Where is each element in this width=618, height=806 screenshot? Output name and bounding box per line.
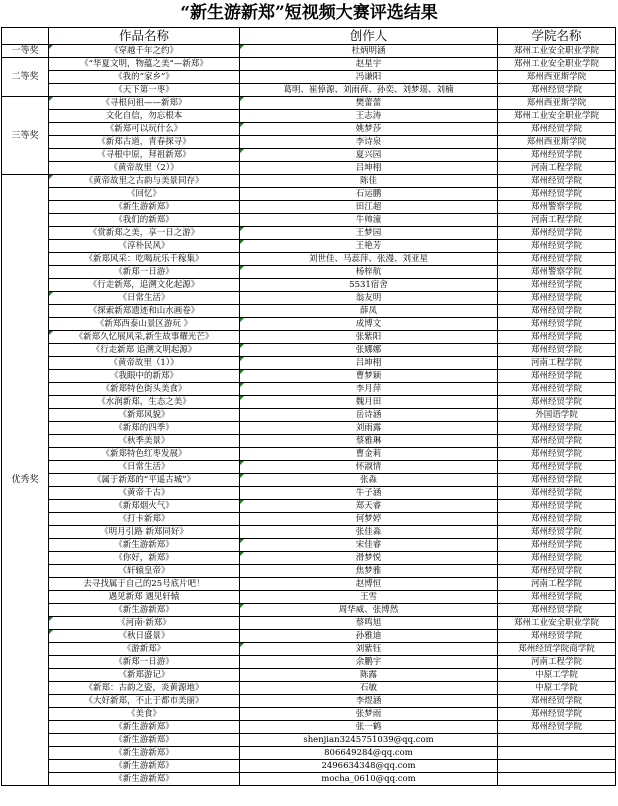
creator-cell: 曹梦颖 bbox=[240, 370, 498, 383]
college-cell: 郑州经贸学院 bbox=[498, 422, 616, 435]
work-cell: 《新郑久忆展风采,新生故事耀光芒》 bbox=[49, 331, 240, 344]
work-cell: 《明月引路 新郑同好》 bbox=[49, 526, 240, 539]
creator-cell: 周华威、张博然 bbox=[240, 604, 498, 617]
creator-cell: 杨梓航 bbox=[240, 266, 498, 279]
results-table bbox=[1, 27, 616, 786]
college-cell: 中原工学院 bbox=[498, 682, 616, 695]
creator-cell: 田江超 bbox=[240, 201, 498, 214]
creator-cell: 翁友明 bbox=[240, 292, 498, 305]
work-cell: 《轩辕皇帝》 bbox=[49, 565, 240, 578]
work-cell: 《我们的新郑》 bbox=[49, 214, 240, 227]
table-row bbox=[2, 526, 616, 539]
creator-cell: 郑天睿 bbox=[240, 500, 498, 513]
creator-cell: 何梦婷 bbox=[240, 513, 498, 526]
table-row bbox=[2, 214, 616, 227]
table-row bbox=[2, 617, 616, 630]
creator-cell: 岳诗涵 bbox=[240, 409, 498, 422]
table-row bbox=[2, 123, 616, 136]
creator-cell: 蔡鸣旭 bbox=[240, 617, 498, 630]
work-cell: 《新郑的四季》 bbox=[49, 422, 240, 435]
work-cell: 《穿越千年之约》 bbox=[49, 45, 240, 58]
table-row bbox=[2, 487, 616, 500]
table-row bbox=[2, 279, 616, 292]
table-row bbox=[2, 266, 616, 279]
table-row bbox=[2, 331, 616, 344]
work-cell: 《回忆》 bbox=[49, 188, 240, 201]
college-cell: 郑州经贸学院 bbox=[498, 227, 616, 240]
work-cell: 《黄帝故里（1）》 bbox=[49, 357, 240, 370]
table-row bbox=[2, 110, 616, 123]
work-cell: 《我的“家乡”》 bbox=[49, 71, 240, 84]
table-row bbox=[2, 565, 616, 578]
table-row bbox=[2, 188, 616, 201]
award-cell: 二等奖 bbox=[2, 58, 49, 97]
work-cell: 《你好，新郑》 bbox=[49, 552, 240, 565]
table-row bbox=[2, 344, 616, 357]
creator-cell: 赵博恒 bbox=[240, 578, 498, 591]
creator-cell: 曹金莉 bbox=[240, 448, 498, 461]
table-row bbox=[2, 669, 616, 682]
college-cell: 郑州经贸学院 bbox=[498, 175, 616, 188]
page-title: “新生游新郑”短视频大赛评选结果 bbox=[180, 3, 438, 23]
college-cell: 郑州经贸学院 bbox=[498, 513, 616, 526]
college-cell: 郑州经贸学院 bbox=[498, 292, 616, 305]
creator-cell: shenjian3245751039@qq.com bbox=[240, 734, 498, 747]
creator-cell: 张佳淼 bbox=[240, 526, 498, 539]
work-cell: 《新郑：古韵之姿，炎黄源地》 bbox=[49, 682, 240, 695]
creator-cell: 杜炳明涵 bbox=[240, 45, 498, 58]
college-cell: 郑州经贸学院 bbox=[498, 487, 616, 500]
table-row bbox=[2, 747, 616, 760]
work-cell: 《新生游新郑》 bbox=[49, 604, 240, 617]
work-cell: 《寻根问祖——新郑》 bbox=[49, 97, 240, 110]
award-cell: 优秀奖 bbox=[2, 175, 49, 786]
work-cell: 《新郑特色街头美食》 bbox=[49, 383, 240, 396]
creator-cell: 樊蕾蕾 bbox=[240, 97, 498, 110]
table-row bbox=[2, 656, 616, 669]
college-cell: 郑州经贸学院商学院 bbox=[498, 643, 616, 656]
table-row bbox=[2, 136, 616, 149]
creator-cell: 夏兴园 bbox=[240, 149, 498, 162]
work-cell: 《新郑可以玩什么》 bbox=[49, 123, 240, 136]
college-cell: 郑州经贸学院 bbox=[498, 253, 616, 266]
college-cell: 外国语学院 bbox=[498, 409, 616, 422]
college-cell: 郑州西亚斯学院 bbox=[498, 136, 616, 149]
creator-header: 创作人 bbox=[240, 28, 498, 45]
college-cell: 中原工学院 bbox=[498, 669, 616, 682]
college-cell: 郑州经贸学院 bbox=[498, 279, 616, 292]
work-cell: 《新郑游记》 bbox=[49, 669, 240, 682]
creator-cell: 葛明、崔倬源、刘雨荷、孙奕、刘梦瑶、刘楠 bbox=[240, 84, 498, 97]
table-row bbox=[2, 240, 616, 253]
creator-cell: 陈佳 bbox=[240, 175, 498, 188]
college-cell: 郑州经贸学院 bbox=[498, 370, 616, 383]
creator-cell: 陈露 bbox=[240, 669, 498, 682]
creator-cell: 焦梦雅 bbox=[240, 565, 498, 578]
college-cell: 郑州经贸学院 bbox=[498, 721, 616, 734]
creator-cell: 薛凤 bbox=[240, 305, 498, 318]
table-row bbox=[2, 370, 616, 383]
work-cell: 《日常生活》 bbox=[49, 461, 240, 474]
table-row bbox=[2, 97, 616, 110]
table-row bbox=[2, 539, 616, 552]
creator-cell: 余鹏宇 bbox=[240, 656, 498, 669]
creator-cell: 冯谦阳 bbox=[240, 71, 498, 84]
college-cell: 河南工程学院 bbox=[498, 357, 616, 370]
creator-cell: 牛子涵 bbox=[240, 487, 498, 500]
creator-cell: 孙雅迪 bbox=[240, 630, 498, 643]
table-row bbox=[2, 474, 616, 487]
college-cell bbox=[498, 747, 616, 760]
award-header bbox=[2, 28, 49, 45]
creator-cell: 张淼 bbox=[240, 474, 498, 487]
work-cell: 《黄帝千古》 bbox=[49, 487, 240, 500]
college-cell: 郑州经贸学院 bbox=[498, 695, 616, 708]
college-cell: 郑州警察学院 bbox=[498, 266, 616, 279]
college-cell: 郑州经贸学院 bbox=[498, 188, 616, 201]
work-cell: 《“华夏文明，物蕴之美”—新郑》 bbox=[49, 58, 240, 71]
table-row bbox=[2, 396, 616, 409]
creator-cell: 石敏 bbox=[240, 682, 498, 695]
creator-cell: 张娜娜 bbox=[240, 344, 498, 357]
creator-cell: 李煜涵 bbox=[240, 695, 498, 708]
table-row bbox=[2, 435, 616, 448]
table-row bbox=[2, 383, 616, 396]
table-row bbox=[2, 448, 616, 461]
table-row bbox=[2, 734, 616, 747]
creator-cell: 5531宿舍 bbox=[240, 279, 498, 292]
creator-cell: 蔡雅琳 bbox=[240, 435, 498, 448]
creator-cell: 刘紫钰 bbox=[240, 643, 498, 656]
work-cell: 《新生游新郑》 bbox=[49, 539, 240, 552]
table-row bbox=[2, 461, 616, 474]
creator-cell: 滑梦悦 bbox=[240, 552, 498, 565]
work-cell: 《新生游新郑》 bbox=[49, 747, 240, 760]
work-cell: 《黄帝故里之古韵与美景同存》 bbox=[49, 175, 240, 188]
college-cell: 郑州经贸学院 bbox=[498, 383, 616, 396]
table-row bbox=[2, 578, 616, 591]
creator-cell: 吕坤栩 bbox=[240, 162, 498, 175]
college-cell: 郑州经贸学院 bbox=[498, 630, 616, 643]
table-row bbox=[2, 149, 616, 162]
work-header: 作品名称 bbox=[49, 28, 240, 45]
work-cell: 《秋季美景》 bbox=[49, 435, 240, 448]
work-cell: 《淳朴民风》 bbox=[49, 240, 240, 253]
work-cell: 《新郑西泰山景区游玩 》 bbox=[49, 318, 240, 331]
creator-cell: mocha_0610@qq.com bbox=[240, 773, 498, 786]
creator-cell: 刘世佳、马蕊萍、张漫、刘亚星 bbox=[240, 253, 498, 266]
college-cell: 郑州工业安全职业学院 bbox=[498, 45, 616, 58]
creator-cell: 李月萍 bbox=[240, 383, 498, 396]
college-cell bbox=[498, 734, 616, 747]
table-row bbox=[2, 695, 616, 708]
work-cell: 《水润新郑，生态之美》 bbox=[49, 396, 240, 409]
college-cell: 郑州警察学院 bbox=[498, 201, 616, 214]
creator-cell: 王志涛 bbox=[240, 110, 498, 123]
award-cell: 一等奖 bbox=[2, 45, 49, 58]
college-cell: 郑州工业安全职业学院 bbox=[498, 617, 616, 630]
college-cell: 郑州经贸学院 bbox=[498, 396, 616, 409]
table-row bbox=[2, 513, 616, 526]
college-cell: 郑州工业安全职业学院 bbox=[498, 58, 616, 71]
college-cell: 河南工程学院 bbox=[498, 578, 616, 591]
work-cell: 遇见新郑 遇见轩辕 bbox=[49, 591, 240, 604]
college-cell: 郑州经贸学院 bbox=[498, 461, 616, 474]
header-row bbox=[2, 28, 616, 45]
college-header: 学院名称 bbox=[498, 28, 616, 45]
work-cell: 文化自信，勿忘根本 bbox=[49, 110, 240, 123]
college-cell: 郑州经贸学院 bbox=[498, 318, 616, 331]
work-cell: 去寻找属于自己的25号底片吧！ bbox=[49, 578, 240, 591]
work-cell: 《打卡新郑》 bbox=[49, 513, 240, 526]
college-cell: 郑州经贸学院 bbox=[498, 604, 616, 617]
college-cell: 郑州西亚斯学院 bbox=[498, 97, 616, 110]
college-cell: 郑州经贸学院 bbox=[498, 331, 616, 344]
table-row bbox=[2, 71, 616, 84]
table-row bbox=[2, 201, 616, 214]
work-cell: 《新生游新郑》 bbox=[49, 721, 240, 734]
work-cell: 《大好新郑，不止于都市美丽》 bbox=[49, 695, 240, 708]
creator-cell: 宋佳睿 bbox=[240, 539, 498, 552]
creator-cell: 张紫阳 bbox=[240, 331, 498, 344]
creator-cell: 吕坤栩 bbox=[240, 357, 498, 370]
table-row bbox=[2, 422, 616, 435]
table-row bbox=[2, 760, 616, 773]
table-row bbox=[2, 682, 616, 695]
award-cell: 三等奖 bbox=[2, 97, 49, 175]
table-row bbox=[2, 84, 616, 97]
work-cell: 《游新郑》 bbox=[49, 643, 240, 656]
table-row bbox=[2, 318, 616, 331]
work-cell: 《新郑风采：吃喝玩乐千稼集》 bbox=[49, 253, 240, 266]
creator-cell: 张梦雨 bbox=[240, 708, 498, 721]
work-cell: 《寻根中原，拜祖新郑》 bbox=[49, 149, 240, 162]
table-row bbox=[2, 409, 616, 422]
work-cell: 《黄帝故里（2）》 bbox=[49, 162, 240, 175]
table-row bbox=[2, 591, 616, 604]
college-cell: 郑州经贸学院 bbox=[498, 123, 616, 136]
college-cell: 郑州经贸学院 bbox=[498, 526, 616, 539]
table-row bbox=[2, 175, 616, 188]
creator-cell: 成博文 bbox=[240, 318, 498, 331]
college-cell: 郑州经贸学院 bbox=[498, 474, 616, 487]
work-cell: 《我眼中的新郑》 bbox=[49, 370, 240, 383]
table-row bbox=[2, 721, 616, 734]
college-cell: 郑州经贸学院 bbox=[498, 500, 616, 513]
creator-cell: 王梦园 bbox=[240, 227, 498, 240]
creator-cell: 赵星宇 bbox=[240, 58, 498, 71]
table-row bbox=[2, 643, 616, 656]
creator-cell: 姚梦莎 bbox=[240, 123, 498, 136]
creator-cell: 魏月田 bbox=[240, 396, 498, 409]
work-cell: 《新生游新郑》 bbox=[49, 734, 240, 747]
creator-cell: 王雪 bbox=[240, 591, 498, 604]
college-cell: 郑州经贸学院 bbox=[498, 435, 616, 448]
work-cell: 《河南·新郑》 bbox=[49, 617, 240, 630]
college-cell: 河南工程学院 bbox=[498, 214, 616, 227]
work-cell: 《行走新郑 追溯文明起源》 bbox=[49, 344, 240, 357]
creator-cell: 王艳芳 bbox=[240, 240, 498, 253]
work-cell: 《探索新郑遗迹和山水画卷》 bbox=[49, 305, 240, 318]
college-cell: 郑州经贸学院 bbox=[498, 149, 616, 162]
college-cell: 郑州经贸学院 bbox=[498, 344, 616, 357]
college-cell: 郑州经贸学院 bbox=[498, 565, 616, 578]
work-cell: 《新生游新郑》 bbox=[49, 201, 240, 214]
work-cell: 《新郑风貌》 bbox=[49, 409, 240, 422]
work-cell: 《美食》 bbox=[49, 708, 240, 721]
work-cell: 《属于新郑的“平遥古城”》 bbox=[49, 474, 240, 487]
college-cell: 郑州经贸学院 bbox=[498, 240, 616, 253]
work-cell: 《赏新郑之美，享一日之游》 bbox=[49, 227, 240, 240]
creator-cell: 张一鹤 bbox=[240, 721, 498, 734]
work-cell: 《天下第一枣》 bbox=[49, 84, 240, 97]
creator-cell: 牛帅潼 bbox=[240, 214, 498, 227]
work-cell: 《新生游新郑》 bbox=[49, 773, 240, 786]
work-cell: 《新郑古道，青春探寻》 bbox=[49, 136, 240, 149]
table-row bbox=[2, 305, 616, 318]
work-cell: 《新郑烟火气》 bbox=[49, 500, 240, 513]
college-cell: 郑州经贸学院 bbox=[498, 305, 616, 318]
table-row bbox=[2, 253, 616, 266]
college-cell bbox=[498, 760, 616, 773]
table-row bbox=[2, 552, 616, 565]
college-cell: 郑州西亚斯学院 bbox=[498, 71, 616, 84]
table-row bbox=[2, 357, 616, 370]
college-cell bbox=[498, 773, 616, 786]
college-cell: 郑州经贸学院 bbox=[498, 84, 616, 97]
creator-cell: 怀淑情 bbox=[240, 461, 498, 474]
table-row bbox=[2, 604, 616, 617]
college-cell: 郑州经贸学院 bbox=[498, 552, 616, 565]
work-cell: 《行走新郑，追溯文化起源》 bbox=[49, 279, 240, 292]
college-cell: 河南工程学院 bbox=[498, 656, 616, 669]
table-row bbox=[2, 500, 616, 513]
table-row bbox=[2, 630, 616, 643]
college-cell: 河南工程学院 bbox=[498, 162, 616, 175]
creator-cell: 李诗泉 bbox=[240, 136, 498, 149]
work-cell: 《秋日盛景》 bbox=[49, 630, 240, 643]
college-cell: 郑州工业安全职业学院 bbox=[498, 110, 616, 123]
table-row bbox=[2, 292, 616, 305]
table-row bbox=[2, 708, 616, 721]
college-cell: 郑州经贸学院 bbox=[498, 591, 616, 604]
results-body bbox=[2, 45, 616, 786]
table-row bbox=[2, 162, 616, 175]
creator-cell: 806649284@qq.com bbox=[240, 747, 498, 760]
college-cell: 郑州经贸学院 bbox=[498, 708, 616, 721]
table-row bbox=[2, 45, 616, 58]
work-cell: 《新郑特色红枣发展》 bbox=[49, 448, 240, 461]
work-cell: 《日常生活》 bbox=[49, 292, 240, 305]
table-row bbox=[2, 227, 616, 240]
work-cell: 《新生游新郑》 bbox=[49, 760, 240, 773]
work-cell: 《新郑一日游》 bbox=[49, 266, 240, 279]
creator-cell: 刘雨露 bbox=[240, 422, 498, 435]
creator-cell: 2496634348@qq.com bbox=[240, 760, 498, 773]
table-row bbox=[2, 58, 616, 71]
college-cell: 郑州经贸学院 bbox=[498, 539, 616, 552]
college-cell: 郑州经贸学院 bbox=[498, 448, 616, 461]
table-row bbox=[2, 773, 616, 786]
work-cell: 《新郑一日游》 bbox=[49, 656, 240, 669]
creator-cell: 石运鹏 bbox=[240, 188, 498, 201]
